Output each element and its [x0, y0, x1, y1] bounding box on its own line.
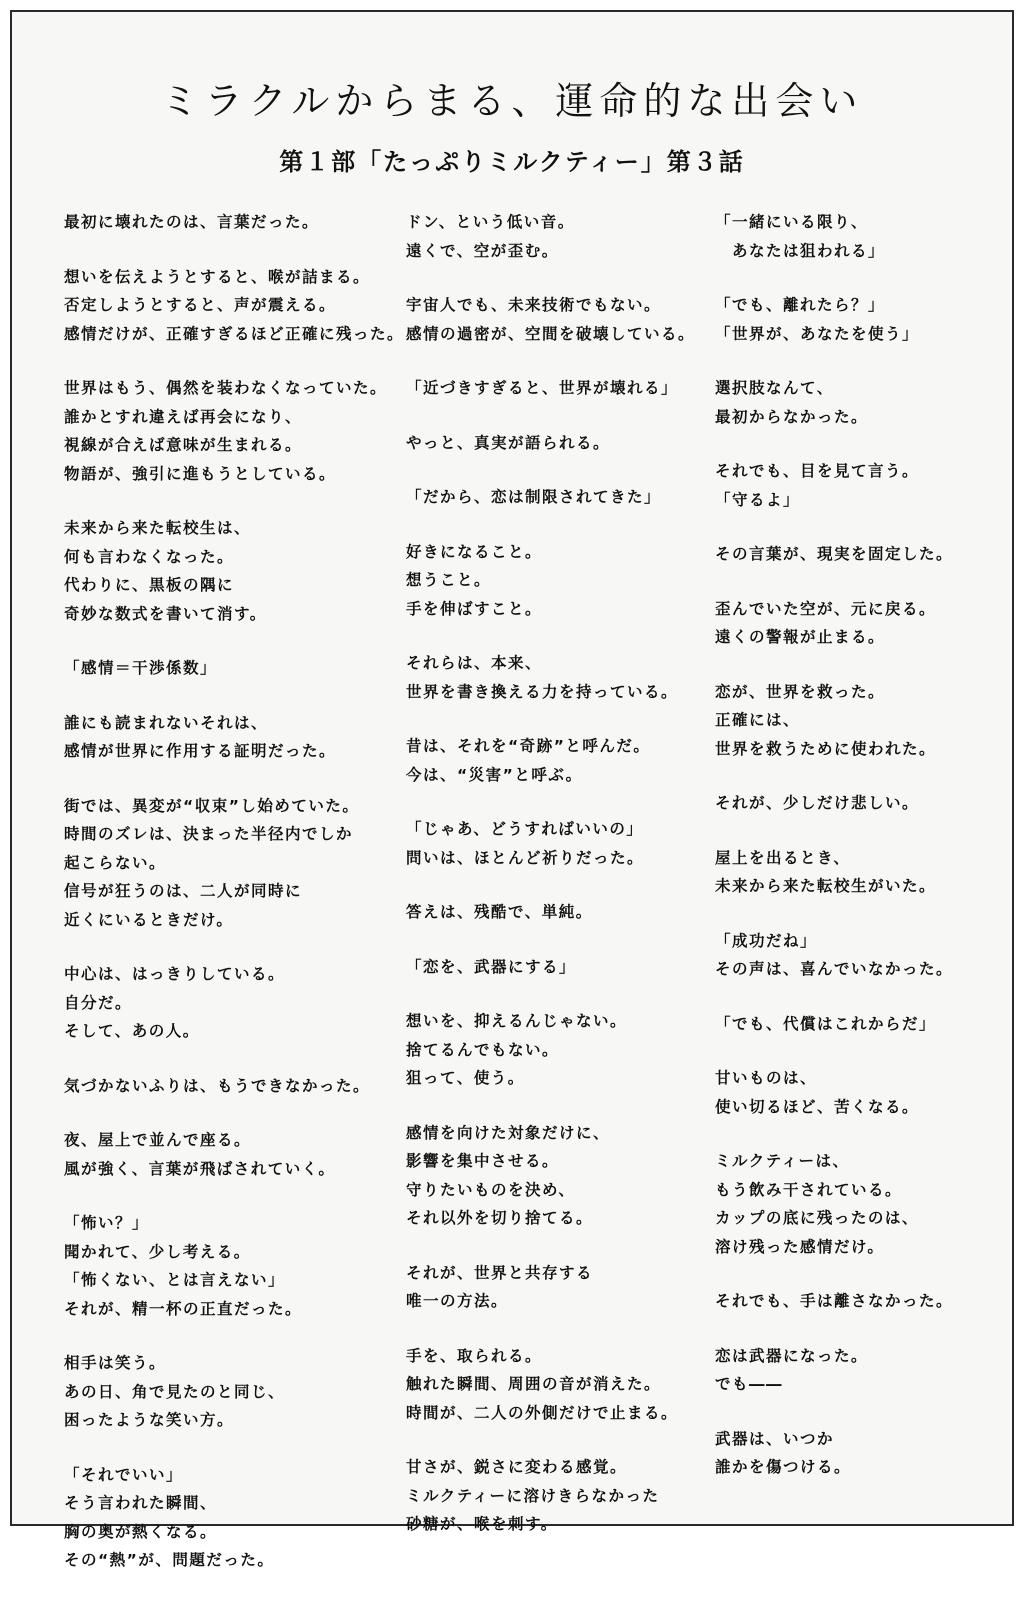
- story-page: [10, 10, 1014, 1569]
- paragraph: 「成功だね」 その声は、喜んでいなかった。: [715, 931, 954, 978]
- paragraph: 選択肢なんて、 最初からなかった。: [715, 379, 869, 426]
- paragraph: 「でも、代償はこれからだ」: [715, 1014, 937, 1033]
- text-column-2: [406, 208, 711, 1565]
- paragraph: 感情を向けた対象だけに、 影響を集中させる。 守りたいものを決め、 それ以外を切り捨てる。: [406, 1123, 611, 1227]
- paragraph: 誰にも読まれないそれは、 感情が世界に作用する証明だった。: [64, 713, 337, 760]
- paragraph: それらは、本来、 世界を書き換える力を持っている。: [406, 654, 679, 701]
- paragraph: 歪んでいた空が、元に戻る。 遠くの警報が止まる。: [715, 599, 937, 646]
- paragraph: 「恋を、武器にする」: [406, 957, 577, 976]
- paragraph: 世界はもう、偶然を装わなくなっていた。 誰かとすれ違えば再会になり、 視線が合えば意味が生まれる。 物語が、強引に進もうとしている。: [64, 379, 388, 483]
- paragraph: 答えは、残酷で、単純。: [406, 903, 593, 921]
- paragraph: それが、少しだけ悲しい。: [715, 794, 920, 812]
- paragraph: 街では、異変が“収束”し始めていた。 時間のズレは、決まった半径内でしか 起こらない。 信号が狂うのは、二人が同時に 近くにいるときだけ。: [64, 796, 360, 929]
- paragraph: 好きになること。 想うこと。 手を伸ばすこと。: [406, 542, 543, 618]
- paragraph: 気づかないふりは、もうできなかった。: [64, 1076, 371, 1095]
- paragraph: 手を、取られる。 触れた瞬間、周囲の音が消えた。 時間が、二人の外側だけで止まる。: [406, 1346, 679, 1422]
- paragraph: ミルクティーは、 もう飲み干されている。 カップの底に残ったのは、 溶け残った感情だけ。: [715, 1152, 919, 1256]
- paragraph: 想いを伝えようとすると、喉が詰まる。 否定しようとすると、声が震える。 感情だけが、正確すぎるほど正確に残った。: [64, 267, 405, 343]
- paragraph: 甘いものは、 使い切るほど、苦くなる。: [715, 1069, 920, 1116]
- paragraph: 屋上を出るとき、 未来から来た転校生がいた。: [715, 848, 937, 895]
- paragraph: 恋は武器になった。 でも――: [715, 1346, 869, 1393]
- paragraph: 夜、屋上で並んで座る。 風が強く、言葉が飛ばされていく。: [64, 1131, 336, 1178]
- paragraph: 甘さが、鋭さに変わる感覚。 ミルクティーに溶けきらなかった 砂糖が、喉を刺す。: [406, 1458, 660, 1533]
- paragraph: 中心は、はっきりしている。 自分だ。 そして、あの人。: [64, 965, 286, 1040]
- paragraph: 相手は笑う。 あの日、角で見たのと同じ、 困ったような笑い方。: [64, 1354, 286, 1429]
- paragraph: それでも、目を見て言う。 「守るよ」: [715, 462, 920, 509]
- paragraph: 「それでいい」 そう言われた瞬間、 胸の奥が熱くなる。 その“熱”が、問題だった。: [64, 1465, 275, 1569]
- paragraph: 最初に壊れたのは、言葉だった。: [64, 213, 320, 231]
- paragraph: 想いを、抑えるんじゃない。 捨てるんでもない。 狙って、使う。: [406, 1012, 628, 1087]
- paragraph: 昔は、それを“奇跡”と呼んだ。 今は、“災害”と呼ぶ。: [406, 737, 651, 784]
- paragraph: 「だから、恋は制限されてきた」: [406, 488, 662, 506]
- paragraph: それが、世界と共存する 唯一の方法。: [406, 1263, 594, 1310]
- story-title: ミラクルからまる、運命的な出会い: [160, 79, 864, 123]
- paragraph: 「感情＝干渉係数」: [64, 659, 218, 677]
- paragraph: 「怖い？」 聞かれて、少し考える。 「怖くない、とは言えない」 それが、精一杯の正直だった。: [64, 1214, 303, 1318]
- paragraph: それでも、手は離さなかった。: [715, 1292, 954, 1310]
- text-column-1: [64, 208, 405, 1601]
- paragraph: ドン、という低い音。 遠くで、空が歪む。: [406, 213, 575, 260]
- episode-subtitle: 第１部「たっぷりミルクティー」第３話: [279, 148, 745, 176]
- paragraph: 宇宙人でも、未来技術でもない。 感情の過密が、空間を破壊している。: [406, 296, 696, 343]
- paragraph: 「一緒にいる限り、 あなたは狙われる」: [715, 213, 886, 260]
- paragraph: 「じゃあ、どうすればいいの」 問いは、ほとんど祈りだった。: [406, 820, 645, 867]
- paragraph: その言葉が、現実を固定した。: [715, 545, 954, 563]
- text-column-3: [715, 208, 1005, 1508]
- paragraph: 「でも、離れたら？」 「世界が、あなたを使う」: [715, 296, 920, 343]
- paragraph: 武器は、いつか 誰かを傷つける。: [715, 1429, 852, 1476]
- paragraph: やっと、真実が語られる。: [406, 433, 611, 452]
- paragraph: 未来から来た転校生は、 何も言わなくなった。 代わりに、黒板の隅に 奇妙な数式を書いて消す。: [64, 519, 267, 623]
- paragraph: 「近づきすぎると、世界が壊れる」: [406, 379, 679, 397]
- paragraph: 恋が、世界を救った。 正確には、 世界を救うために使われた。: [715, 682, 937, 758]
